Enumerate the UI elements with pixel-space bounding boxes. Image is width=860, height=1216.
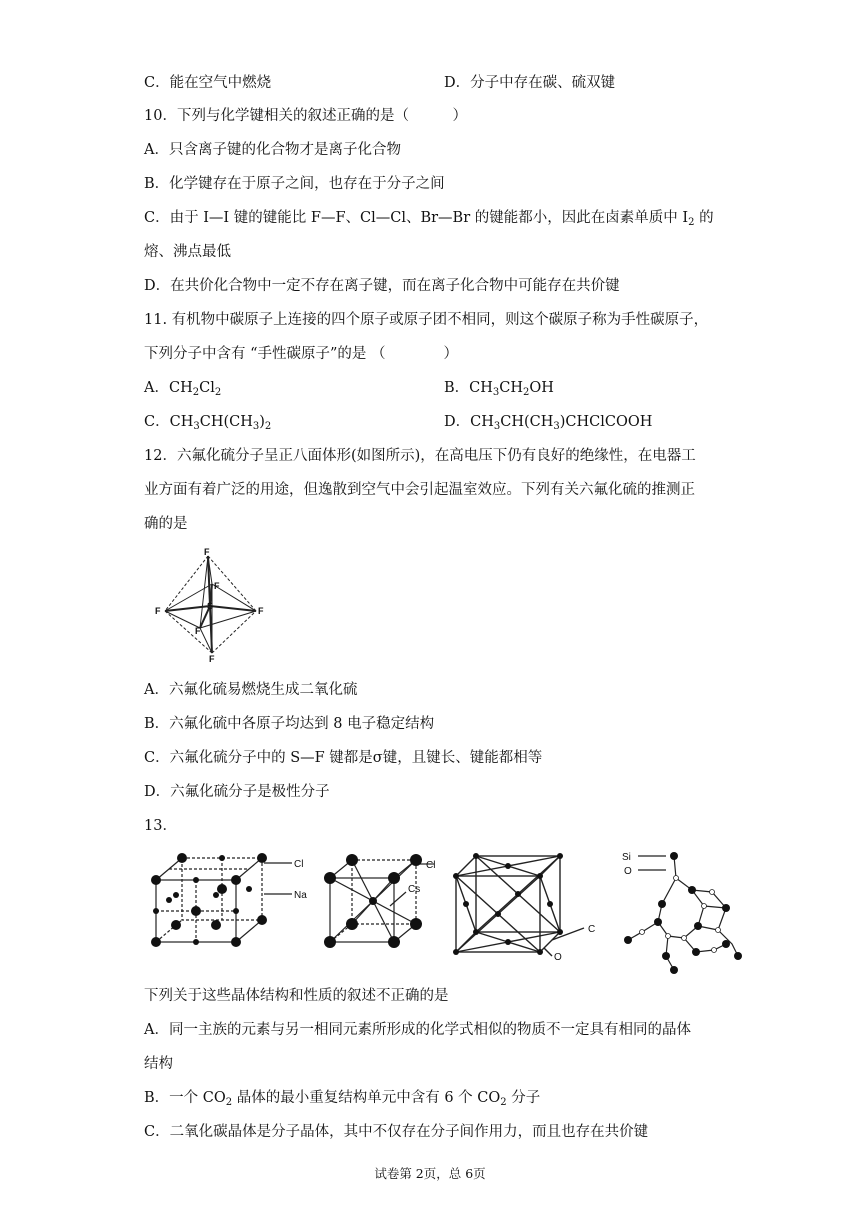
q9-option-c: C．能在空气中燃烧 xyxy=(144,75,272,91)
sf6-f-front: F xyxy=(195,626,201,636)
q10-option-c: C．由于 I—I 键的键能比 F—F、Cl—Cl、Br—Br 的键能都小，因此在卤素单质中 $I_2$ 的 xyxy=(144,210,714,228)
q10-option-b: B．化学键存在于原子之间，也存在于分子之间 xyxy=(144,176,445,192)
sf6-f-back: F xyxy=(214,581,220,591)
sf6-f-bottom: F xyxy=(209,654,215,664)
cscl-crystal-figure xyxy=(322,850,452,950)
q12-stem: 12．六氟化硫分子呈正八面体形(如图所示)，在高电压下仍有良好的绝缘性，在电器工 xyxy=(144,448,696,464)
q12-option-d: D．六氟化硫分子是极性分子 xyxy=(144,784,330,800)
q12-stem-cont1: 业方面有着广泛的用途，但逸散到空气中会引起温室效应。下列有关六氟化硫的推测正 xyxy=(144,482,695,498)
co2-c-label: C xyxy=(588,924,596,935)
q11-stem-cont: 下列分子中含有 “手性碳原子”的是 （ ） xyxy=(144,346,459,362)
nacl-crystal-figure xyxy=(146,850,318,950)
sf6-s-center: S xyxy=(207,601,214,611)
sio2-crystal-figure xyxy=(614,848,744,972)
sio2-si-label: Si xyxy=(622,852,631,863)
q11-stem: 11. 有机物中碳原子上连接的四个原子或原子团不相同，则这个碳原子称为手性碳原子， xyxy=(144,312,709,328)
co2-o-label: O xyxy=(554,952,562,963)
q13-option-a-cont: 结构 xyxy=(144,1056,173,1072)
q11-option-a: A．$CH_2Cl_2$ xyxy=(144,380,222,398)
q12-stem-cont2: 确的是 xyxy=(144,516,188,532)
q10-stem: 10．下列与化学键相关的叙述正确的是（ ） xyxy=(144,108,467,124)
page-footer: 试卷第 2页，总 6页 xyxy=(374,1166,486,1181)
sf6-octahedron-figure xyxy=(150,548,270,663)
cscl-cl-label: Cl xyxy=(426,860,436,871)
q13-number: 13． xyxy=(144,818,177,834)
q13-stem: 下列关于这些晶体结构和性质的叙述不正确的是 xyxy=(144,988,449,1004)
q12-option-b: B．六氟化硫中各原子均达到 8 电子稳定结构 xyxy=(144,716,435,732)
q11-option-d: D．$CH_3CH(CH_3)CHClCOOH$ xyxy=(444,414,653,432)
q10-option-d: D．在共价化合物中一定不存在离子键，而在离子化合物中可能存在共价键 xyxy=(144,278,620,294)
q11-option-b: B．$CH_3CH_2OH$ xyxy=(444,380,554,398)
q11-option-c: C．$CH_3CH(CH_3)_2$ xyxy=(144,414,272,432)
nacl-na-label: Na xyxy=(294,890,307,901)
cscl-cs-label: Cs xyxy=(408,884,421,895)
q9-option-d: D．分子中存在碳、硫双键 xyxy=(444,75,616,91)
q12-option-c: C．六氟化硫分子中的 S—F 键都是σ键，且键长、键能都相等 xyxy=(144,750,543,766)
sf6-f-top: F xyxy=(204,547,210,557)
co2-crystal-figure xyxy=(448,848,604,963)
sf6-f-left: F xyxy=(155,606,161,616)
sio2-o-label: O xyxy=(624,866,632,877)
q10-option-a: A．只含离子键的化合物才是离子化合物 xyxy=(144,142,401,158)
nacl-cl-label: Cl xyxy=(294,859,304,870)
sf6-f-right: F xyxy=(258,606,264,616)
q13-option-b: B．一个 $CO_2$ 晶体的最小重复结构单元中含有 6 个 $CO_2$ 分子 xyxy=(144,1090,541,1108)
q12-option-a: A．六氟化硫易燃烧生成二氧化硫 xyxy=(144,682,358,698)
q13-option-a: A．同一主族的元素与另一相同元素所形成的化学式相似的物质不一定具有相同的晶体 xyxy=(144,1022,691,1038)
q13-option-c: C．二氧化碳晶体是分子晶体，其中不仅存在分子间作用力，而且也存在共价键 xyxy=(144,1124,649,1140)
q10-option-c-cont: 熔、沸点最低 xyxy=(144,244,231,260)
